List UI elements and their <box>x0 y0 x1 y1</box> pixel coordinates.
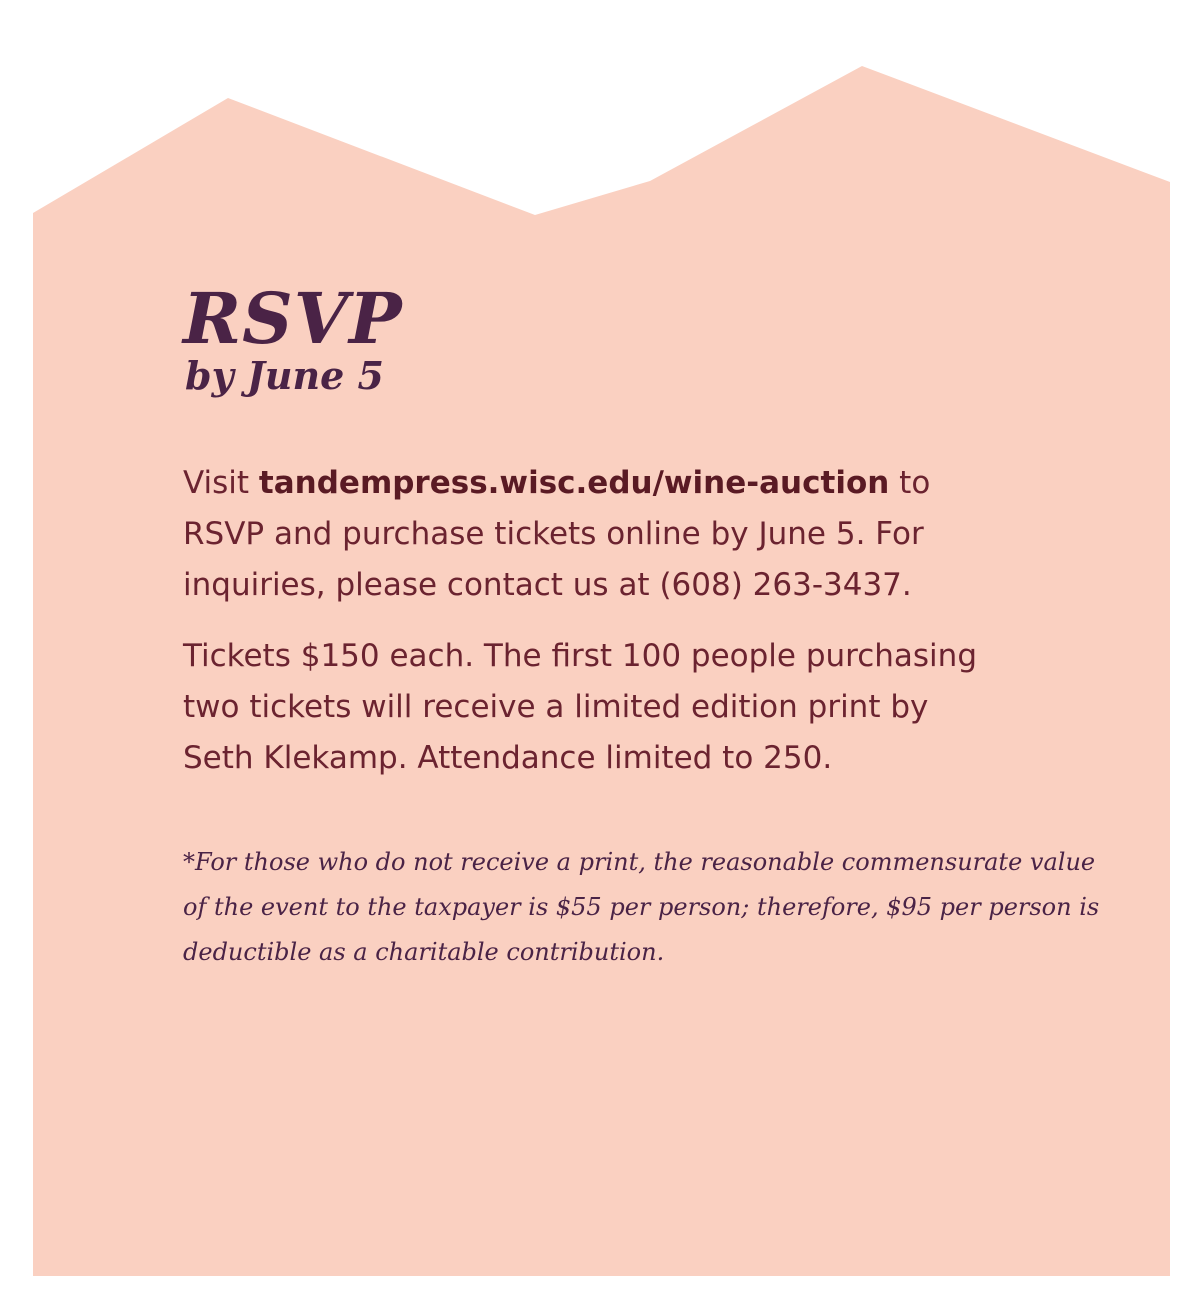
rsvp-instructions <box>183 458 1003 611</box>
ticket-info: Tickets $150 each. The first 100 people purchasing two tickets will receive a limited edition print by Seth Klekamp. Attendance limited to 250. <box>183 638 977 776</box>
rsvp-content <box>183 277 1143 975</box>
tax-footnote: *For those who do not receive a print, the reasonable commensurate value of the event to the taxpayer is $55 per person; therefore, $95 per person is deductible as a charitable contribution. <box>183 848 1100 966</box>
rsvp-url-link[interactable]: tandempress.wisc.edu/wine-auction <box>258 465 890 501</box>
visit-prefix: Visit <box>183 465 259 501</box>
rsvp-title: RSVP <box>183 277 403 360</box>
rsvp-instructions-text: to RSVP and purchase tickets online by June 5. For inquiries, please contact us at (608) 263-3437. <box>183 465 931 603</box>
rsvp-deadline: by June 5 <box>185 353 384 398</box>
